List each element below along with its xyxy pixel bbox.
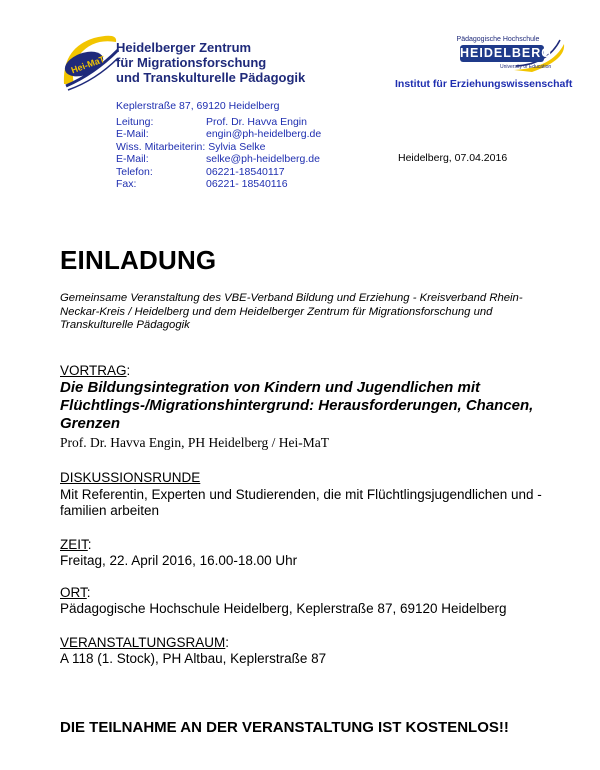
vortrag-colon: :	[126, 363, 131, 378]
raum-heading	[60, 634, 229, 652]
street-address: Keplerstraße 87, 69120 Heidelberg	[116, 100, 280, 112]
speaker: Prof. Dr. Havva Engin, PH Heidelberg / Hei-MaT	[60, 435, 329, 450]
ort-label: ORT	[60, 585, 87, 600]
raum-colon: :	[225, 635, 230, 650]
talk-title: Die Bildungsintegration von Kindern und Jugendlichen mit Flüchtlings-/Migrationshintergrund: Herausforderungen, Chancen, Grenzen	[60, 379, 534, 432]
telefon-value: 06221-18540117	[206, 165, 285, 178]
mitarbeiterin-row	[116, 141, 321, 154]
fax-label: Fax:	[116, 178, 137, 190]
hei-mat-logo	[60, 34, 350, 92]
ort-colon: :	[86, 585, 91, 600]
address-block	[116, 100, 321, 191]
leitung-value: Prof. Dr. Havva Engin	[206, 115, 307, 128]
center-name	[116, 40, 305, 85]
raum-label: VERANSTALTUNGSRAUM	[60, 635, 226, 650]
institute-name: Institut für Erziehungswissenschaft	[395, 78, 573, 90]
letter-date: Heidelberg, 07.04.2016	[398, 152, 508, 164]
closing-notice: DIE TEILNAHME AN DER VERANSTALTUNG IST KOSTENLOS!!	[60, 719, 509, 736]
hei-mat-emblem-icon	[60, 34, 120, 92]
email1-value[interactable]: engin@ph-heidelberg.de	[206, 128, 322, 140]
telefon-row	[116, 166, 321, 179]
email2-row	[116, 153, 321, 166]
fax-row	[116, 178, 321, 191]
email1-label: E-Mail:	[116, 128, 149, 140]
intro-text: Gemeinsame Veranstaltung des VBE-Verband Bildung und Erziehung - Kreisverband Rhein-Neckar-Kreis / Heidelberg und dem Heidelberger Zentrum für Migrationsforschung und Transkulturelle Pädagogik	[60, 292, 523, 331]
zeit-colon: :	[87, 537, 92, 552]
logo-top-text: Pädagogische Hochschule	[456, 36, 540, 43]
fax-value: 06221- 18540116	[206, 178, 288, 190]
vortrag-label: VORTRAG	[60, 363, 127, 378]
vortrag-heading	[60, 362, 130, 380]
email1-row	[116, 128, 321, 141]
logo-badge-text: Hei-MaT	[69, 53, 107, 76]
center-name-line-2: für Migrationsforschung	[116, 55, 267, 70]
ph-heidelberg-logo	[452, 36, 568, 76]
zeit-label: ZEIT	[60, 537, 88, 552]
telefon-label: Telefon:	[116, 165, 153, 178]
center-name-line-1: Heidelberger Zentrum	[116, 40, 252, 55]
raum-text: A 118 (1. Stock), PH Altbau, Keplerstraße 87	[60, 651, 327, 666]
center-name-line-3: und Transkulturelle Pädagogik	[116, 70, 306, 85]
ort-text: Pädagogische Hochschule Heidelberg, Keplerstraße 87, 69120 Heidelberg	[60, 601, 507, 616]
diskussion-label: DISKUSSIONSRUNDE	[60, 470, 201, 485]
email2-value[interactable]: selke@ph-heidelberg.de	[206, 153, 320, 165]
page-title: EINLADUNG	[60, 245, 217, 275]
diskussion-heading	[60, 469, 200, 487]
zeit-heading	[60, 536, 92, 554]
logo-sub-text: University of Education	[500, 64, 552, 70]
logo-name-plate: HEIDELBERG	[460, 46, 552, 60]
diskussion-text: Mit Referentin, Experten und Studierenden, die mit Flüchtlingsjugendlichen und -familien arbeiten	[60, 487, 542, 518]
ort-heading	[60, 584, 91, 602]
leitung-label: Leitung:	[116, 115, 154, 128]
mitarbeiterin-value: Sylvia Selke	[208, 140, 266, 153]
zeit-text: Freitag, 22. April 2016, 16.00-18.00 Uhr	[60, 553, 298, 568]
leitung-row	[116, 116, 321, 129]
mitarbeiterin-label: Wiss. Mitarbeiterin:	[116, 140, 206, 153]
email2-label: E-Mail:	[116, 153, 149, 165]
